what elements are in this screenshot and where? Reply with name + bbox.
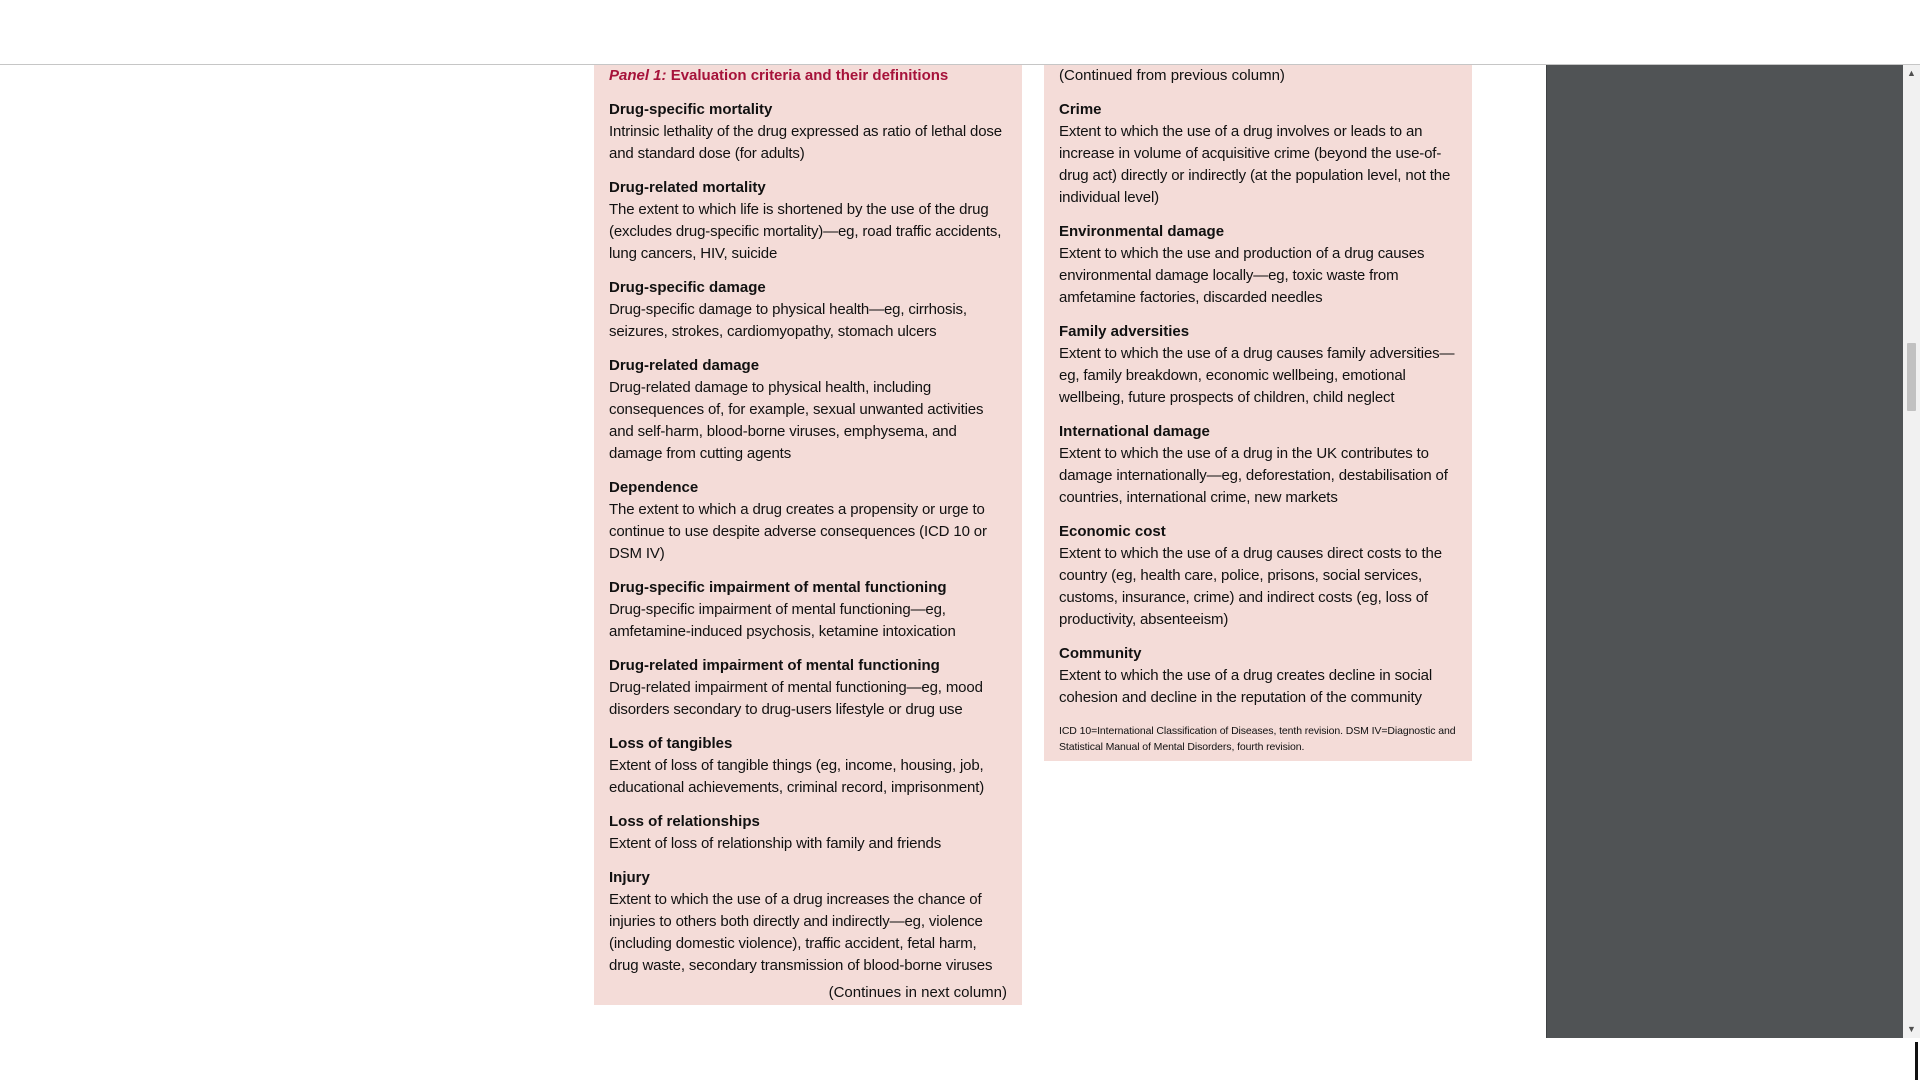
- criterion-term: Environmental damage: [1059, 223, 1225, 240]
- continued-note: (Continued from previous column): [1059, 67, 1285, 84]
- continues-note: (Continues in next column): [828, 984, 1007, 1001]
- criterion-entry: [609, 577, 1007, 643]
- criterion-entry: [1059, 221, 1457, 309]
- criterion-entry: [609, 733, 1007, 799]
- criterion-term: Loss of relationships: [609, 813, 760, 830]
- criterion-definition: Extent to which the use of a drug involves or leads to an increase in volume of acquisitive crime (beyond the use-of-drug act) directly or indirectly (at the population level, not the individual level): [1059, 123, 1451, 206]
- criterion-definition: Drug-related damage to physical health, including consequences of, for example, sexual unwanted activities and self-harm, blood-borne viruses, emphysema, and damage from cutting agents: [609, 379, 984, 462]
- criterion-term: Drug-specific damage: [609, 279, 766, 296]
- criterion-definition: Drug-specific damage to physical health—eg, cirrhosis, seizures, strokes, cardiomyopathy, stomach ulcers: [609, 301, 967, 340]
- scrollbar-thumb[interactable]: [1907, 343, 1916, 411]
- criterion-term: Drug-specific impairment of mental functioning: [609, 579, 947, 596]
- criterion-entry: [1059, 521, 1457, 631]
- criterion-definition: Extent of loss of tangible things (eg, income, housing, job, educational achievements, criminal record, imprisonment): [609, 757, 985, 796]
- criterion-entry: [609, 655, 1007, 721]
- vertical-scrollbar[interactable]: [1903, 65, 1920, 1038]
- criterion-term: Injury: [609, 869, 650, 886]
- criterion-entry: [609, 867, 1007, 977]
- criterion-entry: [1059, 321, 1457, 409]
- criterion-entry: [609, 811, 1007, 855]
- criterion-definition: Intrinsic lethality of the drug expressed as ratio of lethal dose and standard dose (for adults): [609, 123, 1002, 162]
- panel-1-left-column: [594, 65, 1022, 1005]
- criterion-entry: [1059, 421, 1457, 509]
- panel-1-right-column: [1044, 65, 1472, 761]
- criterion-term: Drug-specific mortality: [609, 101, 773, 118]
- criterion-term: Crime: [1059, 101, 1102, 118]
- criterion-term: Drug-related impairment of mental functioning: [609, 657, 940, 674]
- criterion-entry: [609, 355, 1007, 465]
- criterion-term: Drug-related mortality: [609, 179, 766, 196]
- criterion-term: Economic cost: [1059, 523, 1166, 540]
- criterion-definition: Drug-related impairment of mental functioning—eg, mood disorders secondary to drug-users lifestyle or drug use: [609, 679, 983, 718]
- criterion-entry: [609, 99, 1007, 165]
- criterion-definition: Drug-specific impairment of mental functioning—eg, amfetamine-induced psychosis, ketamine intoxication: [609, 601, 956, 640]
- panel-title-label: Panel 1:: [609, 67, 667, 84]
- browser-top-bar: [0, 0, 1920, 65]
- criterion-definition: The extent to which a drug creates a propensity or urge to continue to use despite adverse consequences (ICD 10 or DSM IV): [609, 501, 987, 562]
- criterion-term: International damage: [1059, 423, 1210, 440]
- criterion-entry: [609, 177, 1007, 265]
- criterion-entry: [1059, 643, 1457, 709]
- criterion-term: Loss of tangibles: [609, 735, 733, 752]
- criterion-definition: Extent to which the use of a drug causes direct costs to the country (eg, health care, police, prisons, social services, customs, insurance, crime) and indirect costs (eg, loss of productivity, absenteeism): [1059, 545, 1442, 628]
- panel-title: [609, 65, 1007, 87]
- panel-title-text: Evaluation criteria and their definitions: [666, 67, 949, 84]
- criterion-entry: [609, 477, 1007, 565]
- criterion-definition: Extent to which the use of a drug in the UK contributes to damage internationally—eg, deforestation, destabilisation of countries, international crime, new markets: [1059, 445, 1448, 506]
- criterion-definition: Extent to which the use and production of a drug causes environmental damage locally—eg, toxic waste from amfetamine factories, discarded needles: [1059, 245, 1425, 306]
- criterion-definition: The extent to which life is shortened by the use of the drug (excludes drug-specific mortality)—eg, road traffic accidents, lung cancers, HIV, suicide: [609, 201, 1002, 262]
- corner-mark: [1915, 1042, 1918, 1080]
- criterion-term: Community: [1059, 645, 1142, 662]
- criterion-term: Dependence: [609, 479, 699, 496]
- criterion-definition: Extent to which the use of a drug creates decline in social cohesion and decline in the reputation of the community: [1059, 667, 1433, 706]
- document-viewer[interactable]: [0, 65, 1903, 1038]
- criterion-entry: [609, 277, 1007, 343]
- panel-footnote: ICD 10=International Classification of Diseases, tenth revision. DSM IV=Diagnostic and Statistical Manual of Mental Disorders, fourth revision.: [1059, 725, 1456, 753]
- criterion-term: Family adversities: [1059, 323, 1190, 340]
- criterion-entry: [1059, 99, 1457, 209]
- viewer-side-area: [1546, 65, 1903, 1038]
- bottom-strip: [0, 1038, 1920, 1080]
- scroll-up-arrow-icon[interactable]: ▲: [1907, 68, 1916, 78]
- criterion-definition: Extent to which the use of a drug causes family adversities—eg, family breakdown, economic wellbeing, emotional wellbeing, future prospects of children, child neglect: [1059, 345, 1455, 406]
- criterion-definition: Extent of loss of relationship with family and friends: [609, 835, 942, 852]
- criterion-definition: Extent to which the use of a drug increases the chance of injuries to others both directly and indirectly—eg, violence (including domestic violence), traffic accident, fetal harm, drug waste, secondary transmission of blood-borne viruses: [609, 891, 993, 974]
- criterion-term: Drug-related damage: [609, 357, 760, 374]
- scroll-down-arrow-icon[interactable]: ▼: [1907, 1024, 1916, 1034]
